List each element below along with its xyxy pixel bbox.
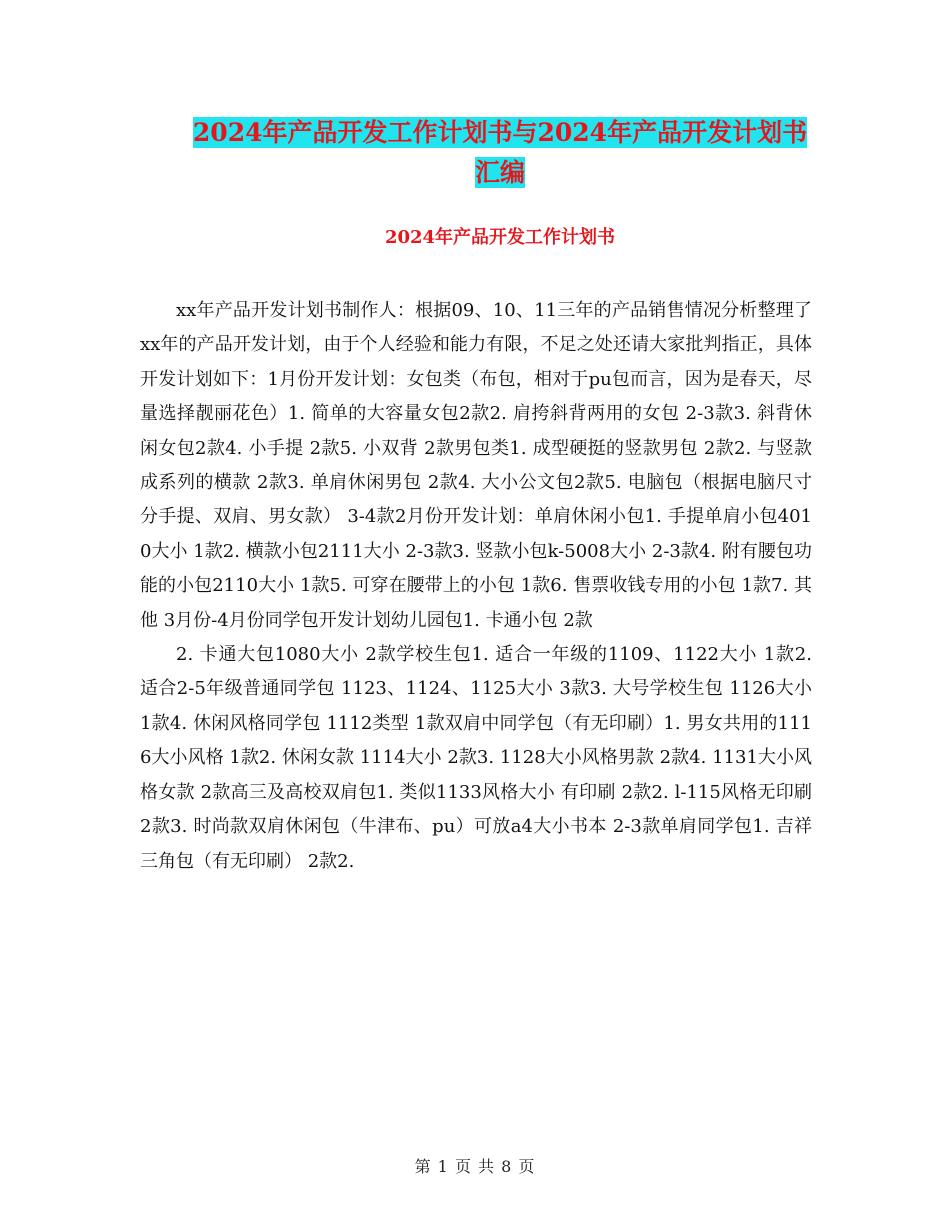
- body-paragraph-2: 2. 卡通大包1080大小 2款学校生包1. 适合一年级的1109、1122大小 1款2. 适合2-5年级普通同学包 1123、1124、1125大小 3款3. 大号学校生包 1126大小 1款4. 休闲风格同学包 1112类型 1款双肩中同学包（有无印刷）1. 男女共用的1116大小风格 1款2. 休闲女款 1114大小 2款3. 1128大小风格男款 2款4. 1131大小风格女款 2款高三及高校双肩包1. 类似1133风格大小 有印刷 2款2. l-115风格无印刷 2款3. 时尚款双肩休闲包（牛津布、pu）可放a4大小书本 2-3款单肩同学包1. 吉祥三角包（有无印刷） 2款2.: [140, 644, 812, 872]
- document-title-line-1: 2024年产品开发工作计划书与2024年产品开发计划书: [192, 118, 808, 147]
- body-text: [140, 294, 812, 879]
- section-title: 2024年产品开发工作计划书: [384, 227, 616, 248]
- document-title-line-2: 汇编: [474, 158, 525, 187]
- body-paragraph-1: xx年产品开发计划书制作人：根据09、10、11三年的产品销售情况分析整理了xx年的产品开发计划，由于个人经验和能力有限，不足之处还请大家批判指正，具体开发计划如下：1月份开发计划：女包类（布包，相对于pu包而言，因为是春天，尽量选择靓丽花色）1. 简单的大容量女包2款2. 肩挎斜背两用的女包 2-3款3. 斜背休闲女包2款4. 小手提 2款5. 小双背 2款男包类1. 成型硬挺的竖款男包 2款2. 与竖款成系列的横款 2款3. 单肩休闲男包 2款4. 大小公文包2款5. 电脑包（根据电脑尺寸分手提、双肩、男女款） 3-4款2月份开发计划：单肩休闲小包1. 手提单肩小包4010大小 1款2. 横款小包2111大小 2-3款3. 竖款小包k-5008大小 2-3款4. 附有腰包功能的小包2110大小 1款5. 可穿在腰带上的小包 1款6. 售票收钱专用的小包 1款7. 其他 3月份-4月份同学包开发计划幼儿园包1. 卡通小包 2款: [140, 300, 812, 631]
- page-number-footer: 第 1 页 共 8 页: [414, 1157, 536, 1176]
- document-title: [140, 113, 860, 193]
